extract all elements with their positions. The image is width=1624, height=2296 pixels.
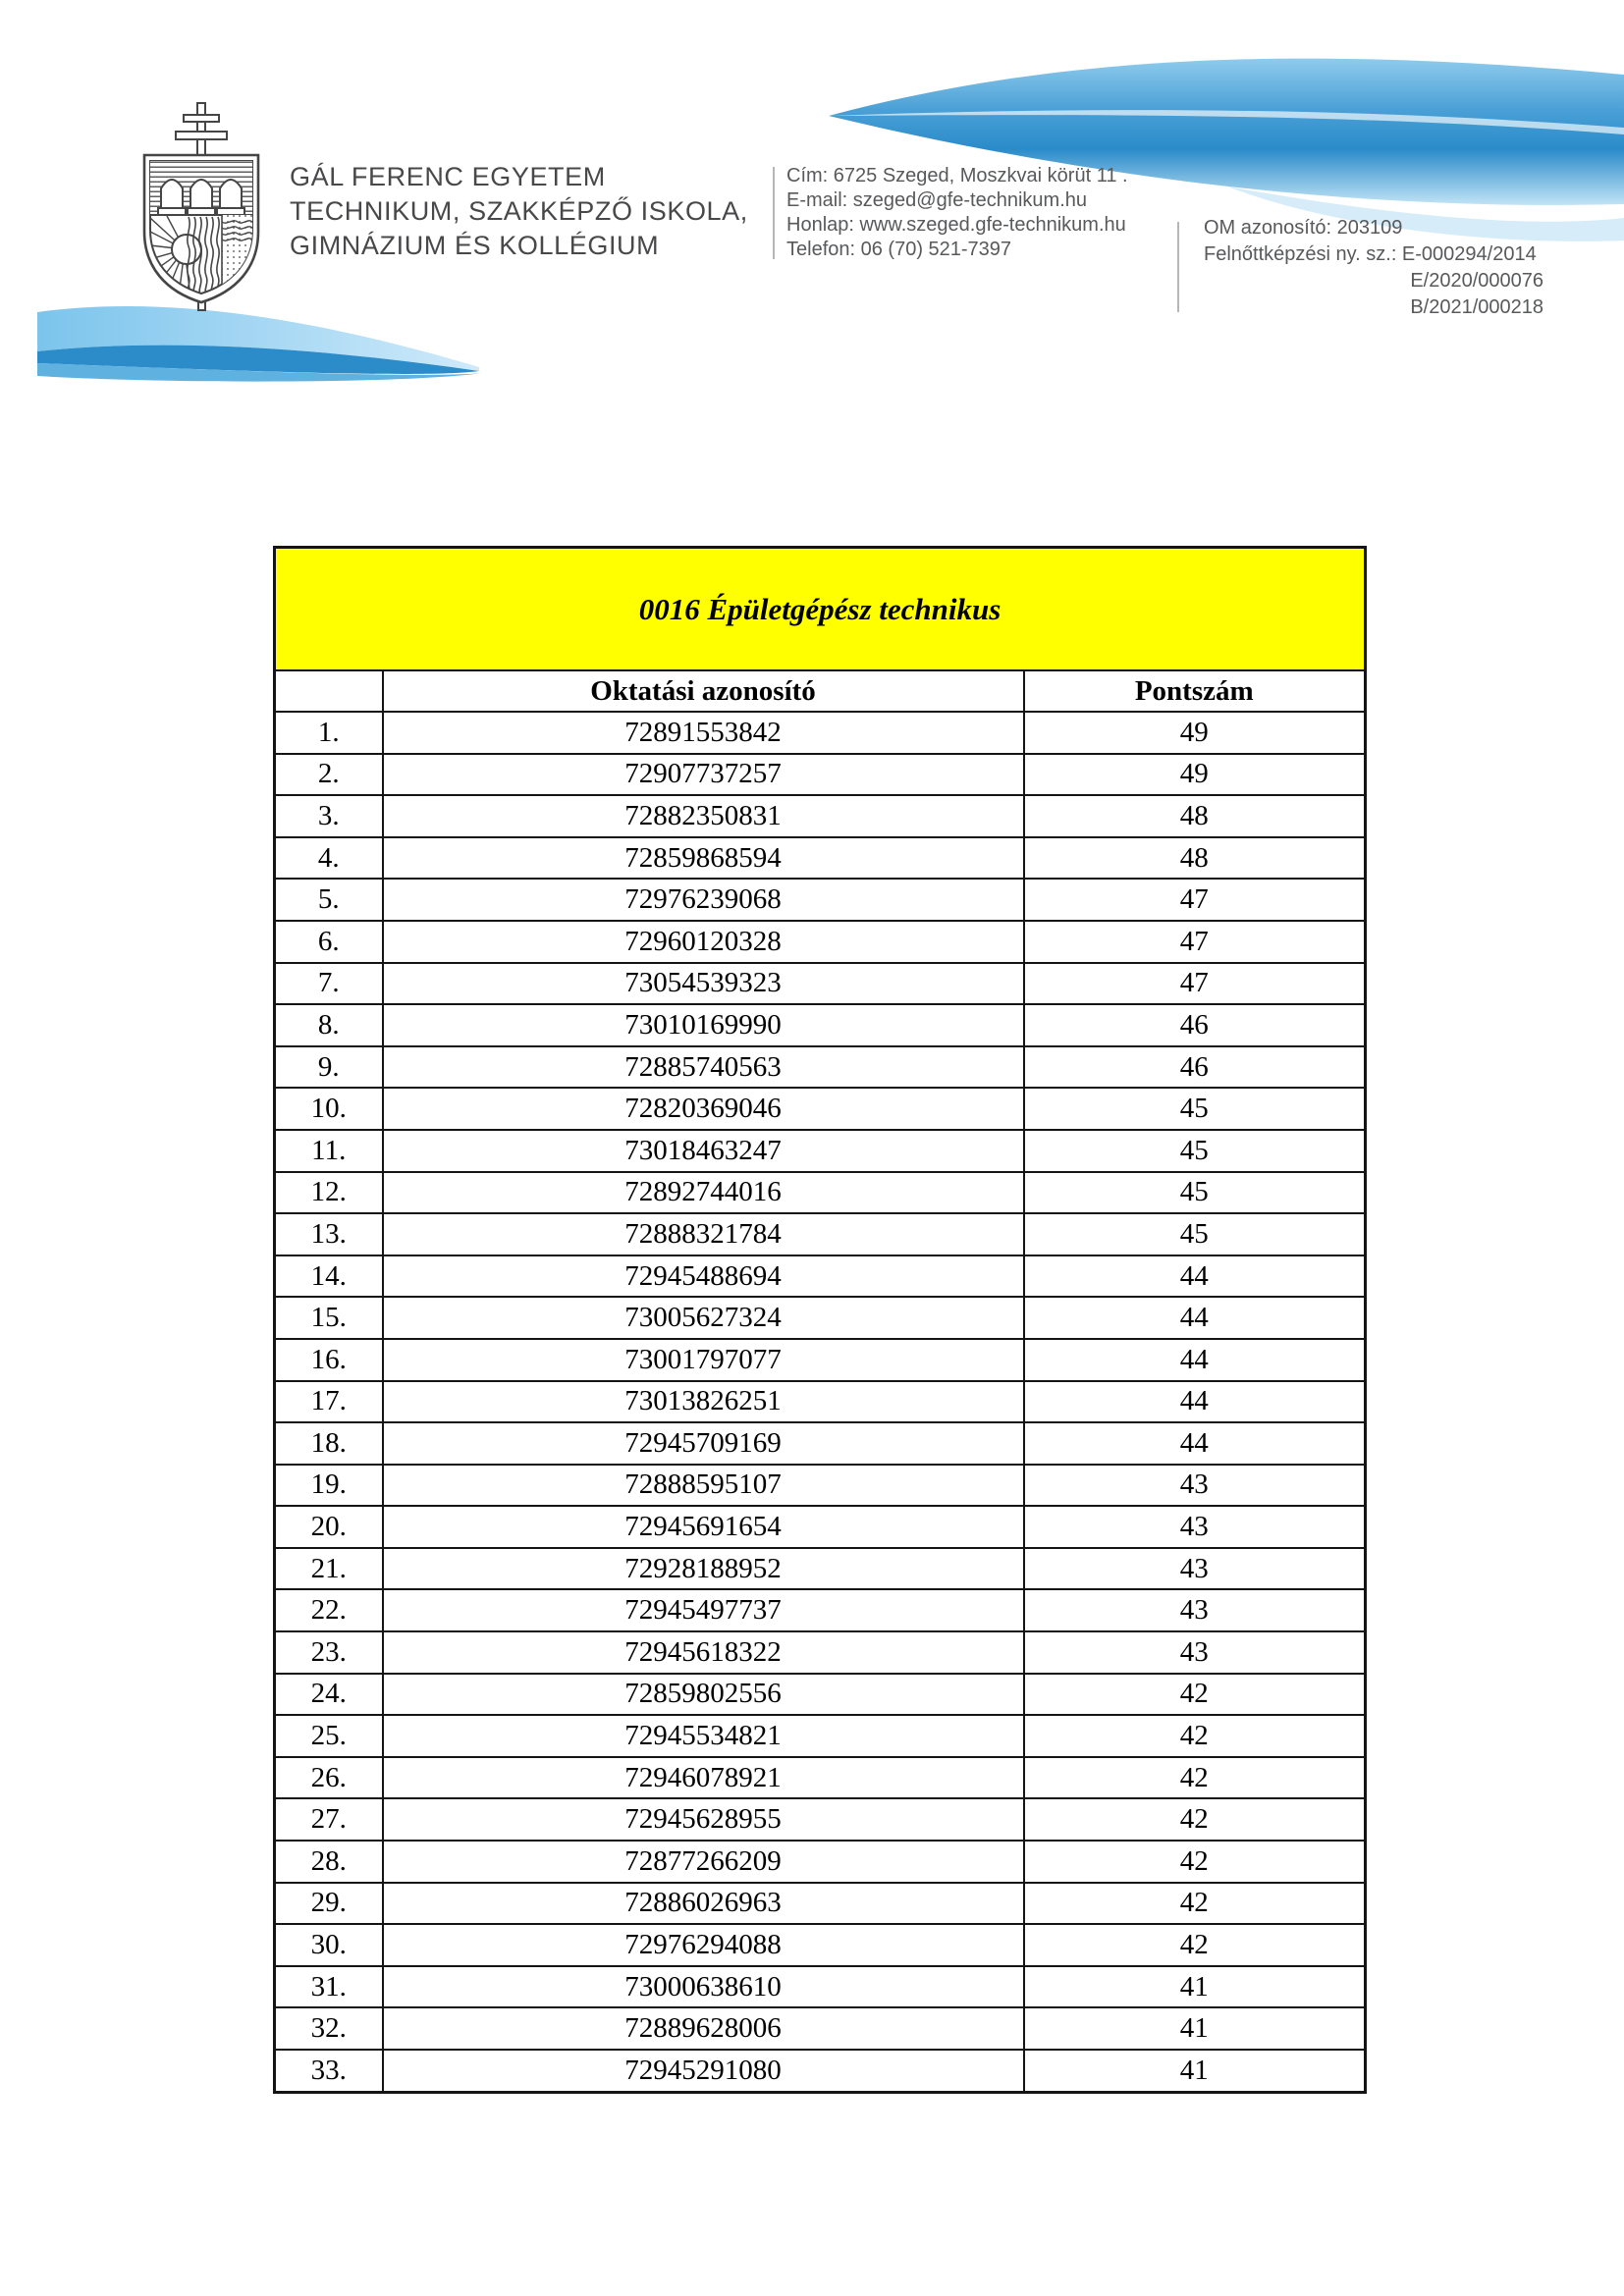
student-id-cell: 72945618322 [383,1631,1024,1674]
points-cell: 41 [1024,2007,1366,2050]
rank-cell: 19. [275,1465,383,1507]
student-id-cell: 72886026963 [383,1883,1024,1925]
student-id-cell: 72976294088 [383,1924,1024,1966]
rank-cell: 33. [275,2050,383,2092]
student-id-cell: 72928188952 [383,1548,1024,1590]
table-row [275,795,1366,837]
registration-block [1204,215,1543,321]
student-id-cell: 72945691654 [383,1506,1024,1548]
rank-cell: 7. [275,963,383,1005]
contact-email: E-mail: szeged@gfe-technikum.hu [786,189,1087,211]
table-row [275,1924,1366,1966]
student-id-cell: 72859868594 [383,837,1024,880]
points-cell: 43 [1024,1589,1366,1631]
rank-cell: 9. [275,1046,383,1089]
student-id-cell: 73018463247 [383,1130,1024,1172]
rank-cell: 16. [275,1339,383,1381]
table-row [275,837,1366,880]
rank-cell: 15. [275,1297,383,1339]
points-cell: 47 [1024,963,1366,1005]
rank-cell: 25. [275,1715,383,1757]
points-cell: 42 [1024,1715,1366,1757]
points-cell: 48 [1024,837,1366,880]
points-cell: 44 [1024,1422,1366,1465]
points-cell: 43 [1024,1631,1366,1674]
points-cell: 49 [1024,754,1366,796]
points-cell: 42 [1024,1674,1366,1716]
table-row [275,712,1366,754]
contact-website: Honlap: www.szeged.gfe-technikum.hu [786,214,1126,236]
adult-education-id-extra: E/2020/000076 [1410,270,1543,292]
table-row [275,1381,1366,1423]
table-row [275,1506,1366,1548]
rank-cell: 5. [275,879,383,921]
results-table [273,546,1367,2094]
points-cell: 49 [1024,712,1366,754]
points-cell: 43 [1024,1506,1366,1548]
rank-cell: 10. [275,1088,383,1130]
student-id-cell: 73000638610 [383,1966,1024,2008]
student-id-cell: 72945534821 [383,1715,1024,1757]
table-row [275,1798,1366,1841]
header-divider [1177,222,1179,312]
rank-cell: 2. [275,754,383,796]
adult-education-id-extra: B/2021/000218 [1410,296,1543,318]
points-header: Pontszám [1024,670,1366,712]
points-cell: 42 [1024,1883,1366,1925]
table-row [275,1130,1366,1172]
table-row [275,1465,1366,1507]
table-row [275,963,1366,1005]
student-id-cell: 72945488694 [383,1255,1024,1298]
adult-education-id: Felnőttképzési ny. sz.: E-000294/2014 [1204,243,1537,265]
points-cell: 48 [1024,795,1366,837]
student-id-cell: 72882350831 [383,795,1024,837]
table-row [275,1966,1366,2008]
points-cell: 42 [1024,1757,1366,1799]
rank-cell: 12. [275,1172,383,1214]
rank-cell: 20. [275,1506,383,1548]
points-cell: 46 [1024,1046,1366,1089]
table-row [275,1172,1366,1214]
school-name [290,160,748,263]
table-header-row [275,670,1366,712]
points-cell: 47 [1024,879,1366,921]
rank-cell: 3. [275,795,383,837]
points-cell: 42 [1024,1924,1366,1966]
table-row [275,2007,1366,2050]
table-row [275,1004,1366,1046]
student-id-cell: 72877266209 [383,1841,1024,1883]
points-cell: 44 [1024,1381,1366,1423]
student-id-cell: 72907737257 [383,754,1024,796]
rank-cell: 14. [275,1255,383,1298]
table-row [275,1255,1366,1298]
student-id-cell: 72945497737 [383,1589,1024,1631]
contact-address: Cím: 6725 Szeged, Moszkvai körüt 11 . [786,165,1128,187]
points-cell: 47 [1024,921,1366,963]
header-divider [773,167,775,259]
student-id-cell: 72945628955 [383,1798,1024,1841]
school-crest-icon [137,102,265,314]
table-row [275,1213,1366,1255]
points-cell: 45 [1024,1088,1366,1130]
rank-cell: 31. [275,1966,383,2008]
table-row [275,1883,1366,1925]
table-row [275,1715,1366,1757]
rank-cell: 24. [275,1674,383,1716]
rank-cell: 1. [275,712,383,754]
table-row [275,1548,1366,1590]
school-name-line: TECHNIKUM, SZAKKÉPZŐ ISKOLA, [290,196,748,226]
student-id-cell: 72885740563 [383,1046,1024,1089]
rank-cell: 30. [275,1924,383,1966]
table-row [275,1589,1366,1631]
rank-cell: 11. [275,1130,383,1172]
rank-cell: 28. [275,1841,383,1883]
rank-cell: 6. [275,921,383,963]
table-row [275,1422,1366,1465]
rank-cell: 23. [275,1631,383,1674]
student-id-cell: 73013826251 [383,1381,1024,1423]
rank-cell: 17. [275,1381,383,1423]
student-id-cell: 72946078921 [383,1757,1024,1799]
student-id-cell: 72889628006 [383,2007,1024,2050]
student-id-cell: 73054539323 [383,963,1024,1005]
table-row [275,1046,1366,1089]
points-cell: 42 [1024,1841,1366,1883]
points-cell: 43 [1024,1548,1366,1590]
table-row [275,921,1366,963]
points-cell: 44 [1024,1297,1366,1339]
results-tbody [275,712,1366,2092]
table-row [275,879,1366,921]
points-cell: 41 [1024,2050,1366,2092]
rank-cell: 26. [275,1757,383,1799]
om-id: OM azonosító: 203109 [1204,217,1403,239]
table-row [275,1088,1366,1130]
table-row [275,1841,1366,1883]
table-row [275,1631,1366,1674]
table-row [275,1757,1366,1799]
student-id-cell: 72859802556 [383,1674,1024,1716]
student-id-cell: 72945291080 [383,2050,1024,2092]
points-cell: 42 [1024,1798,1366,1841]
points-cell: 44 [1024,1339,1366,1381]
rank-cell: 27. [275,1798,383,1841]
rank-cell: 13. [275,1213,383,1255]
rank-cell: 29. [275,1883,383,1925]
points-cell: 44 [1024,1255,1366,1298]
table-row [275,2050,1366,2092]
student-id-cell: 73005627324 [383,1297,1024,1339]
contact-phone: Telefon: 06 (70) 521-7397 [786,239,1012,260]
student-id-cell: 72820369046 [383,1088,1024,1130]
points-cell: 41 [1024,1966,1366,2008]
points-cell: 45 [1024,1213,1366,1255]
student-id-cell: 72945709169 [383,1422,1024,1465]
rank-cell: 8. [275,1004,383,1046]
student-id-cell: 73010169990 [383,1004,1024,1046]
table-row [275,1674,1366,1716]
points-cell: 45 [1024,1130,1366,1172]
points-cell: 46 [1024,1004,1366,1046]
rank-cell: 22. [275,1589,383,1631]
student-id-cell: 72892744016 [383,1172,1024,1214]
program-title: 0016 Épületgépész technikus [275,548,1366,671]
school-name-line: GÁL FERENC EGYETEM [290,162,606,191]
student-id-cell: 73001797077 [383,1339,1024,1381]
rank-cell: 4. [275,837,383,880]
table-row [275,1297,1366,1339]
student-id-cell: 72960120328 [383,921,1024,963]
student-id-cell: 72891553842 [383,712,1024,754]
student-id-cell: 72888595107 [383,1465,1024,1507]
table-row [275,754,1366,796]
table-row [275,1339,1366,1381]
rank-cell: 21. [275,1548,383,1590]
student-id-cell: 72888321784 [383,1213,1024,1255]
rank-cell: 32. [275,2007,383,2050]
rank-header-cell [275,670,383,712]
school-name-line: GIMNÁZIUM ÉS KOLLÉGIUM [290,231,660,260]
contact-block [786,164,1128,262]
student-id-header: Oktatási azonosító [383,670,1024,712]
table-title-row [275,548,1366,671]
student-id-cell: 72976239068 [383,879,1024,921]
rank-cell: 18. [275,1422,383,1465]
points-cell: 43 [1024,1465,1366,1507]
points-cell: 45 [1024,1172,1366,1214]
